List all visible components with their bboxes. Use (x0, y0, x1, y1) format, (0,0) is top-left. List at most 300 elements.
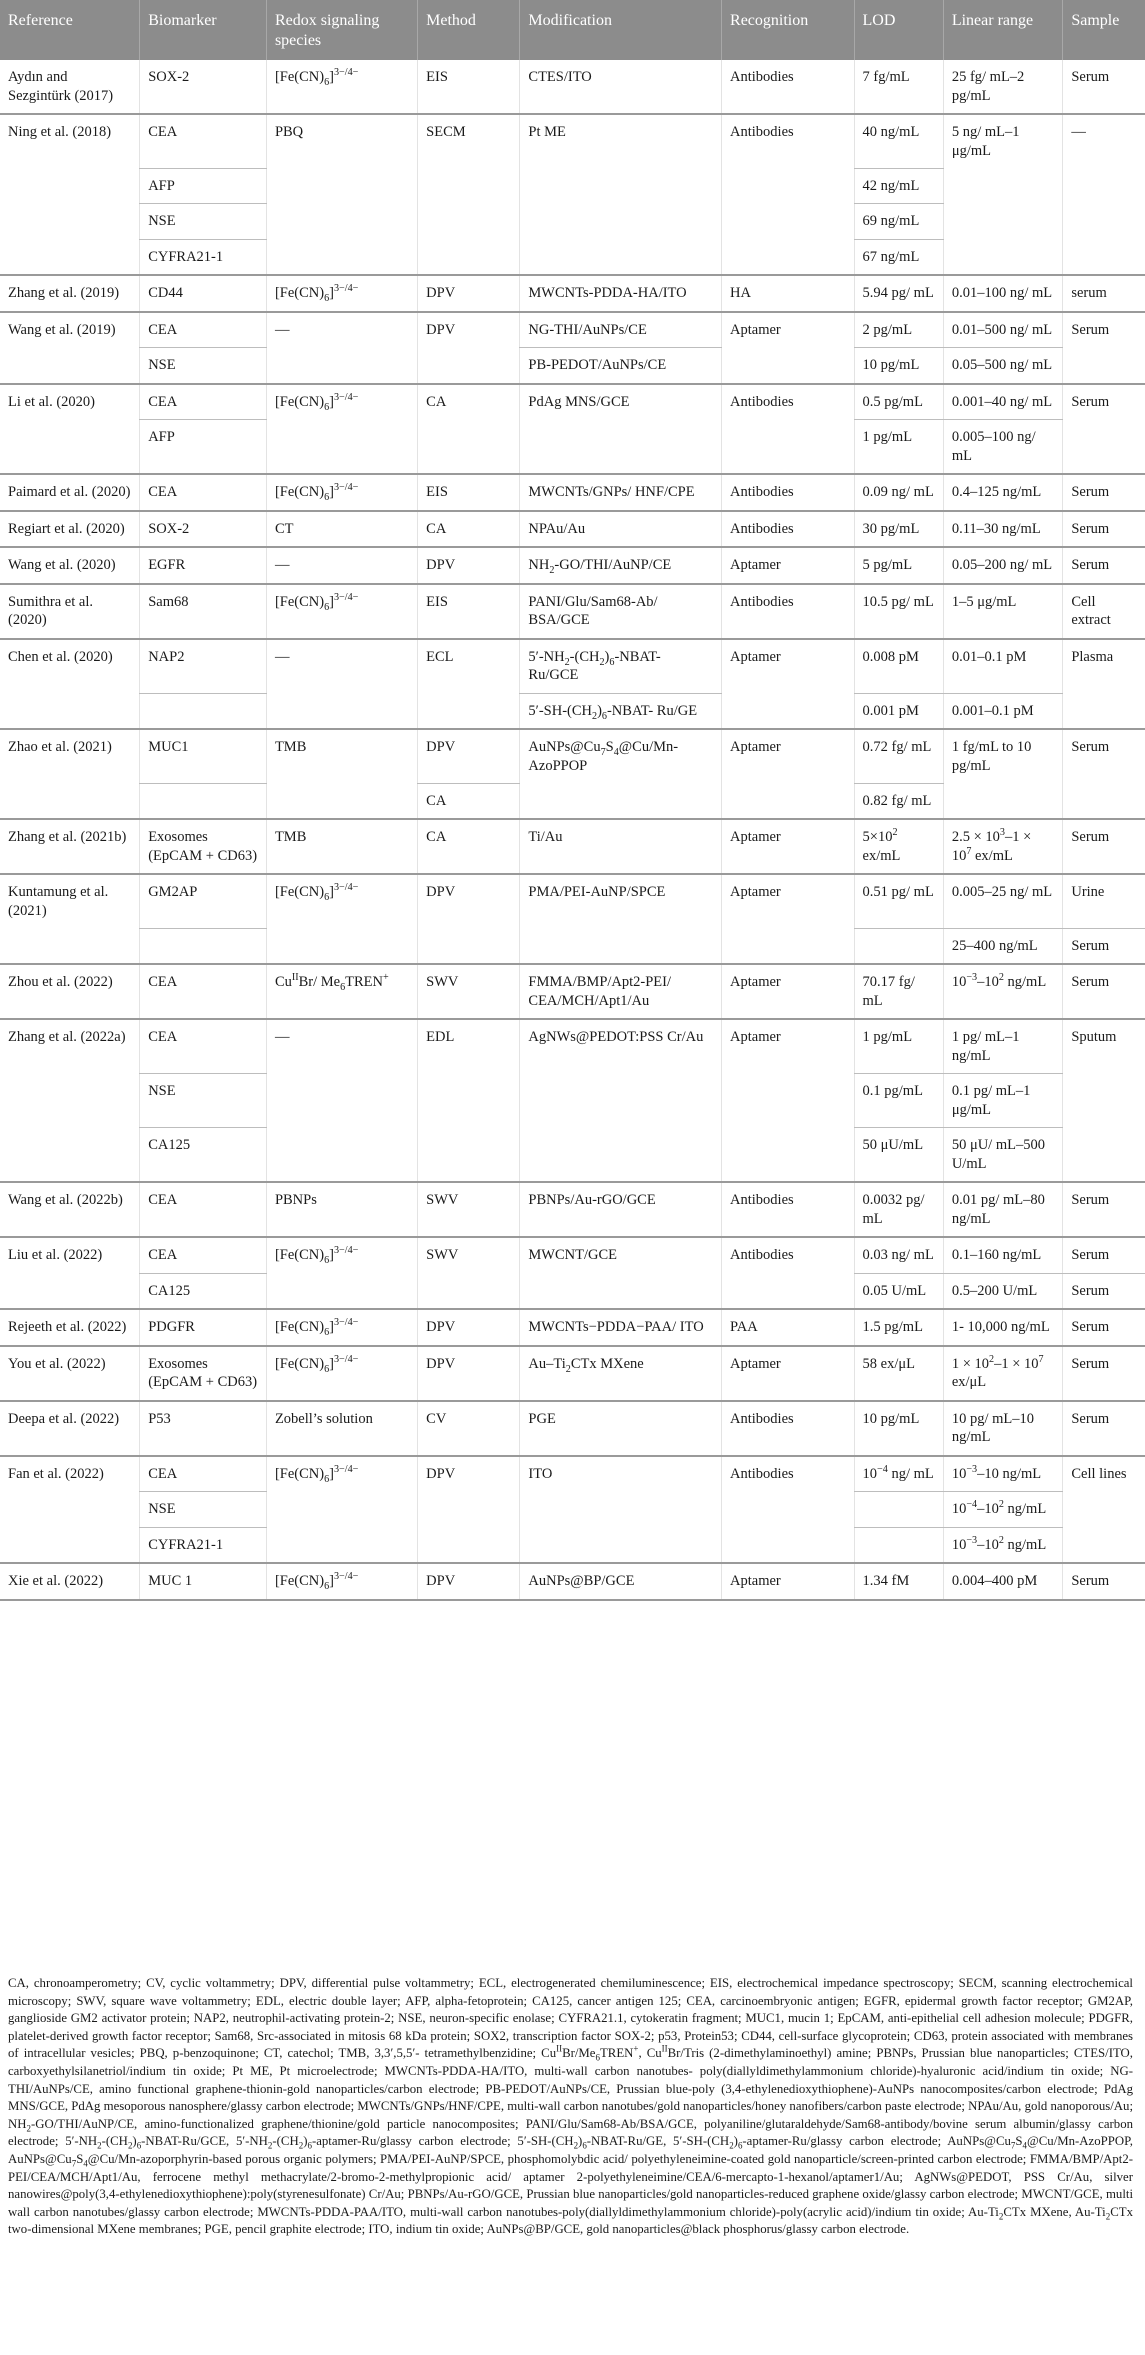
cell-biomarker: EGFR (140, 547, 267, 584)
cell-method (418, 693, 520, 729)
cell-reference: Zhang et al. (2019) (0, 275, 140, 312)
cell-recognition (722, 1527, 855, 1563)
cell-modification (520, 783, 722, 819)
cell-sample: Urine (1063, 874, 1145, 928)
table-row (0, 1492, 1145, 1528)
table-row (0, 639, 1145, 694)
cell-lod: 50 μU/mL (854, 1128, 943, 1183)
cell-redox-species: Zobell’s solution (266, 1401, 417, 1456)
cell-lod: 0.001 pM (854, 693, 943, 729)
cell-method: DPV (418, 1563, 520, 1600)
cell-reference (0, 1492, 140, 1528)
table-row (0, 60, 1145, 114)
cell-redox-species (266, 1527, 417, 1563)
cell-lod: 0.82 fg/ mL (854, 783, 943, 819)
cell-modification (520, 928, 722, 964)
cell-linear-range: 0.001–40 ng/ mL (943, 384, 1063, 420)
cell-sample: Serum (1063, 1401, 1145, 1456)
table-row (0, 819, 1145, 874)
cell-redox-species (266, 1492, 417, 1528)
cell-recognition: Antibodies (722, 1237, 855, 1273)
cell-method: SWV (418, 1237, 520, 1273)
cell-modification: $5'-SH-(CH_2)_6-NBAT-$ Ru/GE (520, 693, 722, 729)
cell-linear-range: 0.005–25 ng/ mL (943, 874, 1063, 928)
cell-linear-range: 50 μU/ mL–500 U/mL (943, 1128, 1063, 1183)
table-row (0, 348, 1145, 384)
cell-redox-species: $[Fe(CN)_6]^{3-/4-}$ (266, 474, 417, 511)
cell-sample (1063, 1128, 1145, 1183)
cell-recognition: Aptamer (722, 547, 855, 584)
cell-modification: Pt ME (520, 114, 722, 168)
cell-linear-range: 0.05–200 ng/ mL (943, 547, 1063, 584)
table-row (0, 312, 1145, 348)
cell-lod: 10 pg/mL (854, 1401, 943, 1456)
table-row (0, 547, 1145, 584)
cell-redox-species: — (266, 639, 417, 694)
cell-recognition: Aptamer (722, 819, 855, 874)
cell-linear-range: 25–400 ng/mL (943, 928, 1063, 964)
table-row (0, 239, 1145, 275)
cell-sample: Serum (1063, 511, 1145, 548)
cell-recognition: PAA (722, 1309, 855, 1346)
table-row (0, 275, 1145, 312)
cell-modification: $AuNPs@Cu_7S_4@Cu/Mn-$ AzoPPOP (520, 729, 722, 783)
cell-biomarker: NSE (140, 348, 267, 384)
cell-reference (0, 693, 140, 729)
cell-sample: Serum (1063, 928, 1145, 964)
table-row (0, 511, 1145, 548)
cell-method: SECM (418, 114, 520, 168)
cell-lod (854, 1492, 943, 1528)
cell-method (418, 1273, 520, 1309)
cell-lod: 40 ng/mL (854, 114, 943, 168)
cell-biomarker: CEA (140, 474, 267, 511)
cell-method: CA (418, 819, 520, 874)
table-row (0, 928, 1145, 964)
cell-biomarker: CYFRA21-1 (140, 239, 267, 275)
cell-lod: 58 ex/μL (854, 1346, 943, 1401)
cell-modification (520, 420, 722, 475)
cell-method: CA (418, 511, 520, 548)
cell-reference: Zhang et al. (2021b) (0, 819, 140, 874)
cell-redox-species: — (266, 312, 417, 348)
cell-modification: NG-THI/AuNPs/CE (520, 312, 722, 348)
header-modification: Modification (520, 0, 722, 60)
cell-method: EIS (418, 474, 520, 511)
cell-reference: Wang et al. (2022b) (0, 1182, 140, 1237)
table-row (0, 168, 1145, 204)
header-biomarker: Biomarker (140, 0, 267, 60)
cell-lod: 5 pg/mL (854, 547, 943, 584)
cell-recognition (722, 1074, 855, 1128)
cell-linear-range (943, 239, 1063, 275)
cell-linear-range: 5 ng/ mL–1 μg/mL (943, 114, 1063, 168)
cell-method: DPV (418, 729, 520, 783)
cell-redox-species (266, 693, 417, 729)
cell-sample: Serum (1063, 1563, 1145, 1600)
cell-sample (1063, 693, 1145, 729)
table-row (0, 1074, 1145, 1128)
cell-linear-range: 1- 10,000 ng/mL (943, 1309, 1063, 1346)
cell-modification (520, 1273, 722, 1309)
table-row (0, 1401, 1145, 1456)
cell-recognition: Aptamer (722, 729, 855, 783)
cell-sample: — (1063, 114, 1145, 168)
cell-redox-species: $[Fe(CN)_6]^{3-/4-}$ (266, 60, 417, 114)
header-linear-range: Linear range (943, 0, 1063, 60)
cell-linear-range: 0.5–200 U/mL (943, 1273, 1063, 1309)
table-row (0, 1019, 1145, 1074)
cell-sample: serum (1063, 275, 1145, 312)
table-row (0, 1527, 1145, 1563)
cell-sample: Serum (1063, 547, 1145, 584)
cell-lod: 30 pg/mL (854, 511, 943, 548)
cell-lod: 1.5 pg/mL (854, 1309, 943, 1346)
cell-method (418, 928, 520, 964)
table-row (0, 1182, 1145, 1237)
cell-reference (0, 783, 140, 819)
cell-recognition: Aptamer (722, 1019, 855, 1074)
cell-lod: 0.05 U/mL (854, 1273, 943, 1309)
cell-modification: AuNPs@BP/GCE (520, 1563, 722, 1600)
cell-linear-range: 0.004–400 pM (943, 1563, 1063, 1600)
cell-recognition: Aptamer (722, 312, 855, 348)
cell-linear-range (943, 204, 1063, 240)
cell-modification: PANI/Glu/Sam68-Ab/ BSA/GCE (520, 584, 722, 639)
cell-redox-species (266, 239, 417, 275)
cell-redox-species: $[Fe(CN)_6]^{3-/4-}$ (266, 874, 417, 928)
cell-reference (0, 239, 140, 275)
cell-modification: $5'-NH_2-(CH_2)_6-NBAT-$ Ru/GCE (520, 639, 722, 694)
cell-linear-range: 1 fg/mL to 10 pg/mL (943, 729, 1063, 783)
cell-redox-species (266, 1128, 417, 1183)
cell-lod: $10^{-4}$ ng/ mL (854, 1456, 943, 1492)
cell-method: DPV (418, 275, 520, 312)
cell-redox-species: PBNPs (266, 1182, 417, 1237)
header-recognition: Recognition (722, 0, 855, 60)
cell-recognition: Aptamer (722, 639, 855, 694)
cell-modification: $Au-Ti_2CTx$ MXene (520, 1346, 722, 1401)
cell-recognition (722, 1128, 855, 1183)
cell-lod: $5\times 10^2$ ex/mL (854, 819, 943, 874)
cell-recognition: Aptamer (722, 1563, 855, 1600)
cell-method: DPV (418, 312, 520, 348)
cell-reference: Ning et al. (2018) (8, 124, 112, 140)
cell-linear-range: 0.11–30 ng/mL (943, 511, 1063, 548)
cell-modification (520, 1074, 722, 1128)
cell-biomarker: CEA (140, 312, 267, 348)
cell-biomarker: CEA (140, 384, 267, 420)
cell-lod: 1 pg/mL (854, 1019, 943, 1074)
cell-redox-species (266, 1273, 417, 1309)
cell-reference: Zhao et al. (2021) (8, 739, 112, 755)
cell-reference: Zhou et al. (2022) (0, 964, 140, 1019)
cell-redox-species: CT (266, 511, 417, 548)
cell-biomarker: P53 (140, 1401, 267, 1456)
cell-recognition: Antibodies (722, 114, 855, 168)
cell-reference: You et al. (2022) (0, 1346, 140, 1401)
cell-linear-range: $10^{-3}-10^2$ ng/mL (943, 964, 1063, 1019)
cell-method: ECL (418, 639, 520, 694)
cell-biomarker: CA125 (140, 1273, 267, 1309)
cell-reference: Paimard et al. (2020) (0, 474, 140, 511)
cell-method: DPV (418, 874, 520, 928)
cell-biomarker: AFP (140, 168, 267, 204)
cell-lod: 0.09 ng/ mL (854, 474, 943, 511)
cell-redox-species (266, 168, 417, 204)
header-redox-species: Redox signaling species (266, 0, 417, 60)
cell-redox-species: $[Fe(CN)_6]^{3-/4-}$ (266, 1563, 417, 1600)
cell-modification: PdAg MNS/GCE (520, 384, 722, 420)
cell-recognition (722, 693, 855, 729)
cell-method (418, 348, 520, 384)
cell-reference: Regiart et al. (2020) (0, 511, 140, 548)
table-row (0, 729, 1145, 783)
cell-biomarker: NSE (140, 1074, 267, 1128)
cell-modification: MWCNT/GCE (520, 1237, 722, 1273)
cell-biomarker (140, 783, 267, 819)
table-row (0, 783, 1145, 819)
cell-redox-species: $[Fe(CN)_6]^{3-/4-}$ (266, 1309, 417, 1346)
cell-sample: Cell lines (1063, 1456, 1145, 1492)
cell-recognition: Aptamer (722, 874, 855, 928)
cell-modification (520, 204, 722, 240)
cell-biomarker: CA125 (140, 1128, 267, 1183)
cell-recognition (722, 348, 855, 384)
cell-reference: Chen et al. (2020) (8, 648, 113, 665)
cell-linear-range: 0.4–125 ng/mL (943, 474, 1063, 511)
cell-method: EIS (418, 584, 520, 639)
cell-biomarker (140, 928, 267, 964)
cell-reference (0, 928, 140, 964)
cell-linear-range: $1 \times 10^2-1 \times 10^7$ ex/μL (943, 1346, 1063, 1401)
table-row (0, 874, 1145, 928)
cell-biomarker: CD44 (140, 275, 267, 312)
cell-reference: Kuntamung et al. (2021) (8, 884, 109, 919)
cell-biomarker: MUC 1 (140, 1563, 267, 1600)
cell-lod: 67 ng/mL (854, 239, 943, 275)
cell-method: SWV (418, 1182, 520, 1237)
cell-recognition (722, 204, 855, 240)
cell-modification: AgNWs@PEDOT:PSS Cr/Au (520, 1019, 722, 1074)
table-row (0, 1273, 1145, 1309)
cell-biomarker: GM2AP (140, 874, 267, 928)
cell-sample (1063, 348, 1145, 384)
table-row (0, 1237, 1145, 1273)
table-row (0, 204, 1145, 240)
cell-biomarker: CYFRA21-1 (140, 1527, 267, 1563)
cell-modification: $NH_2-GO/THI/AuNP/CE$ (520, 547, 722, 584)
cell-lod: 1 pg/mL (854, 420, 943, 475)
cell-biomarker: Sam68 (140, 584, 267, 639)
cell-linear-range (943, 168, 1063, 204)
cell-modification: PGE (520, 1401, 722, 1456)
cell-linear-range: 25 fg/ mL–2 pg/mL (943, 60, 1063, 114)
cell-linear-range: $2.5 \times 10^3-1 \times 10^7$ ex/mL (943, 819, 1063, 874)
cell-sample: Serum (1063, 384, 1145, 420)
cell-method (418, 1074, 520, 1128)
cell-biomarker: CEA (140, 1182, 267, 1237)
cell-biomarker: Exosomes (EpCAM + CD63) (140, 1346, 267, 1401)
cell-biomarker: CEA (140, 114, 267, 168)
cell-method: DPV (418, 1456, 520, 1492)
cell-method (418, 239, 520, 275)
cell-linear-range: 0.001–0.1 pM (943, 693, 1063, 729)
cell-biomarker: CEA (140, 1237, 267, 1273)
cell-recognition: HA (722, 275, 855, 312)
cell-method (418, 204, 520, 240)
cell-redox-species (266, 928, 417, 964)
cell-redox-species (266, 420, 417, 475)
cell-reference: Zhang et al. (2022a) (8, 1029, 126, 1045)
cell-method: DPV (418, 547, 520, 584)
cell-biomarker: NSE (140, 204, 267, 240)
cell-modification: PMA/PEI-AuNP/SPCE (520, 874, 722, 928)
cell-lod: 2 pg/mL (854, 312, 943, 348)
cell-linear-range: 1 pg/ mL–1 ng/mL (943, 1019, 1063, 1074)
cell-modification (520, 239, 722, 275)
cell-recognition (722, 239, 855, 275)
cell-sample: Serum (1063, 312, 1145, 348)
cell-linear-range: 0.1 pg/ mL–1 μg/mL (943, 1074, 1063, 1128)
cell-recognition (722, 928, 855, 964)
cell-redox-species: $[Fe(CN)_6]^{3-/4-}$ (266, 275, 417, 312)
cell-recognition: Antibodies (722, 1401, 855, 1456)
cell-recognition: Antibodies (722, 584, 855, 639)
cell-sample (1063, 239, 1145, 275)
cell-lod: 0.5 pg/mL (854, 384, 943, 420)
cell-lod: 0.03 ng/ mL (854, 1237, 943, 1273)
cell-method (418, 420, 520, 475)
cell-redox-species: — (266, 1019, 417, 1074)
cell-redox-species: TMB (266, 729, 417, 783)
cell-recognition: Aptamer (722, 1346, 855, 1401)
cell-redox-species: TMB (266, 819, 417, 874)
cell-sample (1063, 1492, 1145, 1528)
cell-sample (1063, 204, 1145, 240)
cell-lod: 0.72 fg/ mL (854, 729, 943, 783)
cell-linear-range: 1–5 μg/mL (943, 584, 1063, 639)
cell-reference: Deepa et al. (2022) (0, 1401, 140, 1456)
cell-linear-range: $10^{-4}-10^2$ ng/mL (943, 1492, 1063, 1528)
cell-sample: Serum (1063, 819, 1145, 874)
cell-modification: NPAu/Au (520, 511, 722, 548)
cell-reference: Fan et al. (2022) (8, 1465, 104, 1482)
cell-method: EIS (418, 60, 520, 114)
cell-redox-species: $[Fe(CN)_6]^{3-/4-}$ (266, 384, 417, 420)
cell-method: SWV (418, 964, 520, 1019)
cell-method (418, 168, 520, 204)
cell-redox-species (266, 348, 417, 384)
cell-redox-species: $Cu^{II}Br/$ $Me_6TREN^+$ (266, 964, 417, 1019)
cell-recognition (722, 168, 855, 204)
cell-sample (1063, 1074, 1145, 1128)
cell-sample: Plasma (1063, 639, 1145, 694)
header-method: Method (418, 0, 520, 60)
cell-lod: 1.34 fM (854, 1563, 943, 1600)
cell-reference: Wang et al. (2019) (8, 321, 116, 338)
cell-biomarker: SOX-2 (140, 60, 267, 114)
cell-modification: PBNPs/Au-rGO/GCE (520, 1182, 722, 1237)
cell-method: DPV (418, 1346, 520, 1401)
cell-linear-range: 0.01–500 ng/ mL (943, 312, 1063, 348)
cell-biomarker (140, 693, 267, 729)
cell-recognition (722, 783, 855, 819)
cell-reference: Wang et al. (2020) (0, 547, 140, 584)
cell-modification: PB-PEDOT/AuNPs/CE (520, 348, 722, 384)
table-row (0, 1346, 1145, 1401)
cell-biomarker: MUC1 (140, 729, 267, 783)
cell-modification (520, 168, 722, 204)
cell-redox-species: $[Fe(CN)_6]^{3-/4-}$ (266, 1346, 417, 1401)
cell-biomarker: CEA (140, 1019, 267, 1074)
cell-modification: Ti/Au (520, 819, 722, 874)
cell-reference (0, 348, 140, 384)
cell-modification: FMMA/BMP/Apt2-PEI/ CEA/MCH/Apt1/Au (520, 964, 722, 1019)
cell-reference (0, 204, 140, 240)
cell-modification (520, 1128, 722, 1183)
cell-lod: 10 pg/mL (854, 348, 943, 384)
cell-linear-range: $10^{-3}-10^2$ ng/mL (943, 1527, 1063, 1563)
table-row (0, 1456, 1145, 1492)
cell-sample (1063, 1527, 1145, 1563)
cell-recognition (722, 420, 855, 475)
cell-method: CA (418, 783, 520, 819)
cell-linear-range: 0.01–100 ng/ mL (943, 275, 1063, 312)
cell-reference (0, 168, 140, 204)
table-row (0, 584, 1145, 639)
cell-reference: Li et al. (2020) (8, 393, 95, 410)
cell-sample: Serum (1063, 1273, 1145, 1309)
cell-sample: Sputum (1063, 1019, 1145, 1074)
table-row (0, 1309, 1145, 1346)
cell-redox-species: $[Fe(CN)_6]^{3-/4-}$ (266, 1237, 417, 1273)
table-footnote: CA, chronoamperometry; CV, cyclic voltammetry; DPV, differential pulse voltammetry; ECL, electrogenerated chemiluminescence; EIS, electrochemical impedance spectroscopy; SECM, scanning electrochemical microscopy; SWV, square wave voltammetry; EDL, electric double layer; AFP, alpha-fetoprotein; CA125, cancer antigen 125; CEA, carcinoembryonic antigen; EGFR, epidermal growth factor receptor; GM2AP, ganglioside GM2 activator protein; NAP2, neutrophil-activating protein-2; NSE, neuron-specific enolase; CYFRA21.1, cytokeratin fragment; MUC1, mucin 1; EpCAM, anti-epithelial cell adhesion molecule; PDGFR, platelet-derived growth factor receptor; Sam68, Src-associated in mitosis 68 kDa protein; SOX2, transcription factor SOX-2; p53, Protein53; CD44, cell-surface glycoprotein; CD63, protein associated with membranes of intracellular vesicles; PBQ, p-benzoquinone; CT, catechol; TMB, 3,3′,5,5′- tetramethylbenzidine; $Cu^{II}Br/Me_6TREN^+$, $Cu^{II}Br$/Tris (2-dimethylaminoethyl) amine; PBNPs, Prussian blue nanoparticles; CTES/ITO, carboxyethylsilanetriol/indium tin oxide; Pt ME, Pt microelectrode; MWCNTs-PDDA-HA/ITO, multi-wall carbon nanotubes- poly(diallyldimethylammonium chloride)-hyaluronic acid/indium tin oxide; NG-THI/AuNPs/CE, amino functional graphene-thionin-gold nanoparticles/carbon electrode; PB-PEDOT/AuNPs/CE, Prussian blue-poly (3,4-ethylenedioxythiophene)-AuNPs nanocomposites/carbon electrode; PdAg MNS/GCE, PdAg mesoporous nanosphere/glassy carbon electrode; MWCNTs/GNPs/HNF/CPE, multi-wall carbon nanotubes/gold nanoparticles/honey nanofibers/carbon paste electrode; NPAu/Au, gold nanoporous/Au; $NH_2-GO/THI/AuNP/CE$, amino-functionalized graphene/thionine/gold particle nanocomposites; PANI/Glu/Sam68-Ab/BSA/GCE, polyaniline/glutaraldehyde/Sam68-antibody/bovine serum albumin/glassy carbon electrode; $5'-NH_2-(CH_2)_6-NBAT-Ru$/GCE, $5'-NH_2-(CH_2)_6-aptamer-Ru$/glassy carbon electrode; $5'-SH-(CH_2)_6-NBAT-Ru/GE$, $5'-SH-(CH_2)_6-aptamer-Ru$/glassy carbon electrode; $AuNPs@Cu_7S_4@Cu/Mn$-AzoPPOP, $AuNPs@Cu_7S_4@Cu/Mn-azoporphyrin$-based porous organic polymers; PMA/PEI-AuNP/SPCE, phosphomolybdic acid/ polyethyleneimine-coated gold nanoparticle/screen-printed carbon electrode; FMMA/BMP/Apt2-PEI/CEA/MCH/Apt1/Au, ferrocene methyl methacrylate/2-bromo-2-methylpropionic acid/ aptamer 2-polyethyleneimine/CEA/6-mercapto-1-hexanol/aptamer1/Au; AgNWs@PEDOT, PSS Cr/Au, silver nanowires@poly(3,4-ethylenedioxythiophene):poly(styrenesulfonate) Cr/Au; PBNPs/Au-rGO/GCE, Prussian blue nanoparticles/gold nanoparticles-reduced graphene oxide/glassy carbon electrode; MWCNT/GCE, multi wall carbon nanotubes/glassy carbon electrode; MWCNTs-PDDA-PAA/ITO, multi-wall carbon nanotubes-poly(diallyldimethylammonium chloride)-poly(acrylic acid)/indium tin oxide; $Au-Ti_2CTx$ MXene, $Au-Ti_2CTx$ two-dimensional MXene membranes; PGE, pencil graphite electrode; ITO, indium tin oxide; AuNPs@BP/GCE, gold nanoparticles@black phosphorus/glassy carbon electrode. (8, 1976, 1133, 2237)
cell-modification (520, 1492, 722, 1528)
cell-reference (0, 1074, 140, 1128)
cell-sample (1063, 168, 1145, 204)
cell-biomarker: SOX-2 (140, 511, 267, 548)
cell-biomarker: NAP2 (140, 639, 267, 694)
cell-method: DPV (418, 1309, 520, 1346)
cell-biomarker: Exosomes (EpCAM + CD63) (140, 819, 267, 874)
cell-lod: 0.008 pM (854, 639, 943, 694)
cell-sample (1063, 783, 1145, 819)
cell-recognition: Antibodies (722, 1456, 855, 1492)
cell-lod: 10.5 pg/ mL (854, 584, 943, 639)
table-row (0, 964, 1145, 1019)
cell-redox-species: $[Fe(CN)_6]^{3-/4-}$ (266, 584, 417, 639)
table-row (0, 1563, 1145, 1600)
cell-method: CA (418, 384, 520, 420)
cell-reference (0, 1128, 140, 1183)
cell-recognition: Aptamer (722, 964, 855, 1019)
table-body (0, 60, 1145, 1600)
table-row (0, 384, 1145, 420)
cell-lod: 70.17 fg/ mL (854, 964, 943, 1019)
cell-sample: Serum (1063, 60, 1145, 114)
cell-sample: Serum (1063, 474, 1145, 511)
cell-lod (854, 928, 943, 964)
cell-biomarker: CEA (140, 964, 267, 1019)
cell-redox-species (266, 1074, 417, 1128)
cell-linear-range: 0.01 pg/ mL–80 ng/mL (943, 1182, 1063, 1237)
cell-redox-species: PBQ (266, 114, 417, 168)
cell-biomarker: CEA (140, 1456, 267, 1492)
cell-biomarker: NSE (140, 1492, 267, 1528)
cell-linear-range: 0.1–160 ng/mL (943, 1237, 1063, 1273)
cell-redox-species (266, 204, 417, 240)
